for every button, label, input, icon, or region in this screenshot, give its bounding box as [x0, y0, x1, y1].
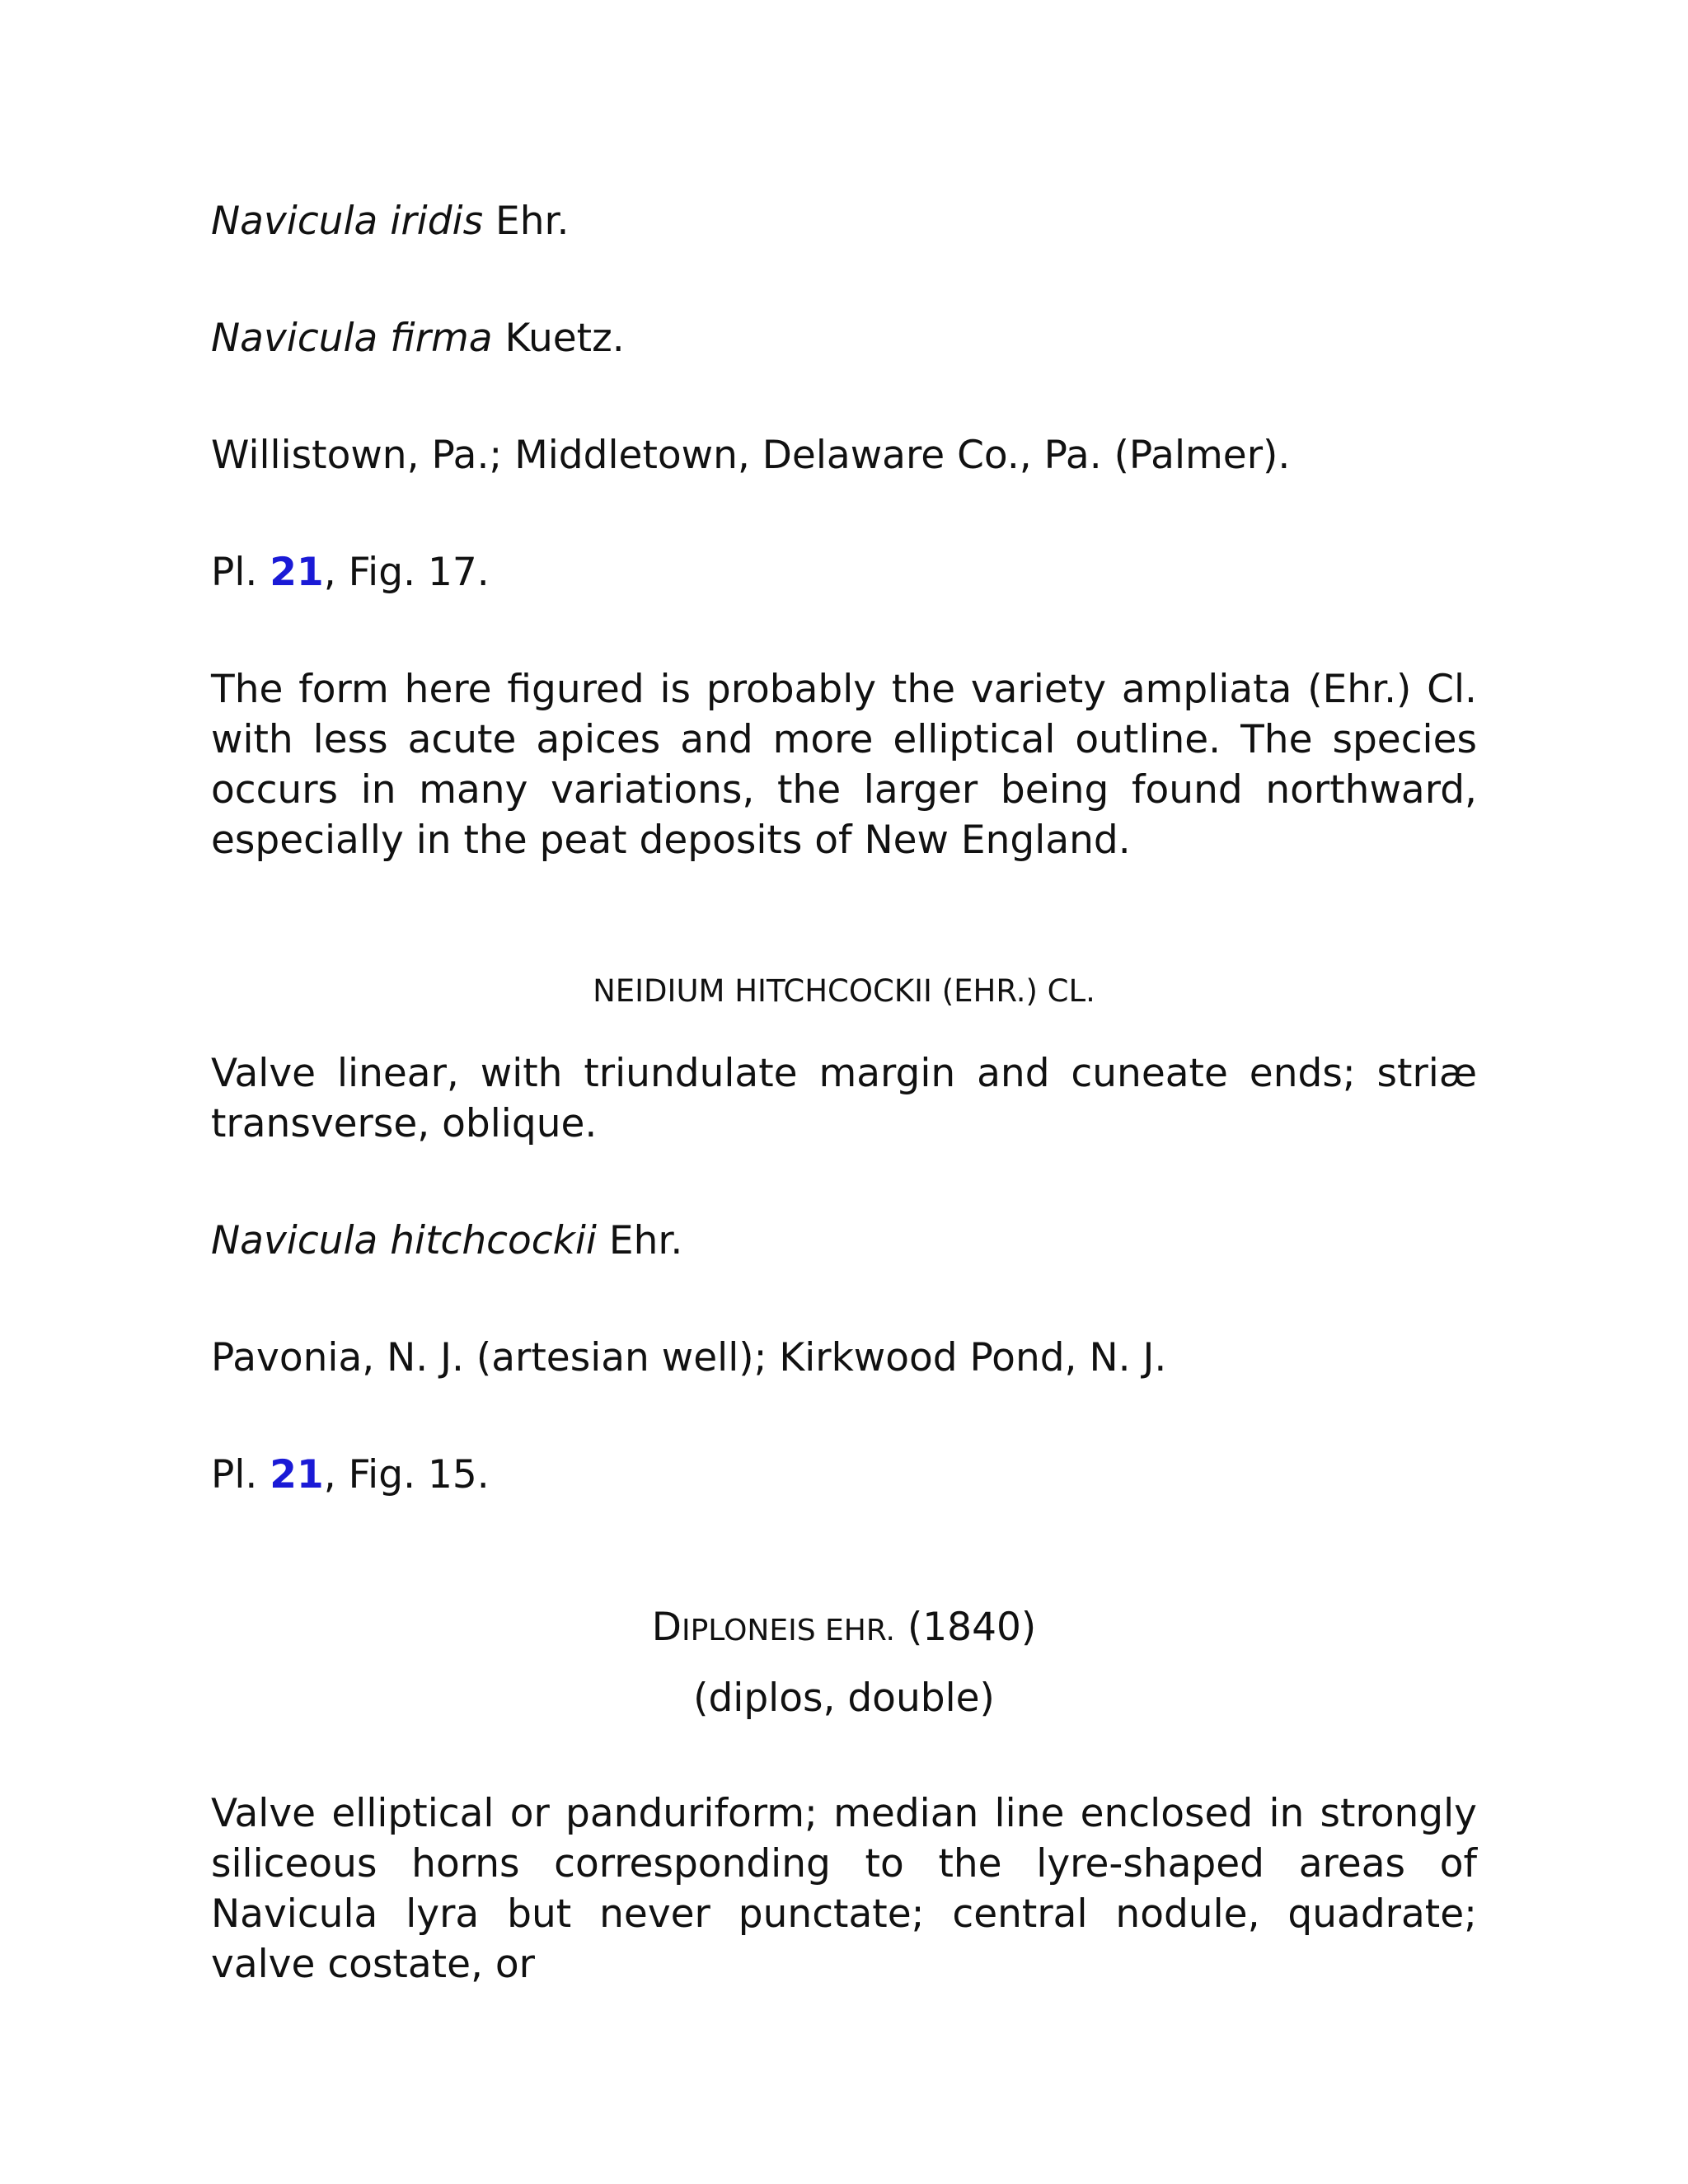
plate-reference — [211, 547, 1477, 598]
genus-etymology: (diplos, double) — [693, 1675, 995, 1721]
figure-ref: , Fig. 17. — [323, 550, 490, 595]
figure-ref: , Fig. 15. — [323, 1452, 490, 1497]
synonym-author: Ehr. — [596, 1218, 683, 1263]
description-paragraph: The form here figured is probably the variety ampliata (Ehr.) Cl. with less acute apices and more elliptical outline. The species occurs in many variations, the larger being found northward, especially in the peat deposits of New England. — [211, 667, 1477, 863]
plate-prefix: Pl. — [211, 550, 270, 595]
genus-rest: IPLONEIS — [681, 1614, 816, 1647]
synonym-author: Ehr. — [483, 199, 570, 244]
synonym-navicula-iridis — [211, 196, 1477, 246]
valve-description: Valve linear, with triundulate margin and cuneate ends; striæ transverse, oblique. — [211, 1051, 1477, 1146]
synonym-navicula-firma — [211, 313, 1477, 363]
genus-description: Valve elliptical or panduriform; median line enclosed in strongly siliceous horns corresponding to the lyre-shaped areas of Navicula lyra but never punctate; central nodule, quadrate; valve costate, or — [211, 1791, 1477, 1987]
plate-link-21[interactable]: 21 — [270, 550, 324, 595]
synonym-name: Navicula hitchcockii — [211, 1218, 597, 1263]
plate-reference — [211, 1450, 1477, 1500]
locality-line: Willistown, Pa.; Middletown, Delaware Co., Pa. (Palmer). — [211, 433, 1291, 478]
synonym-navicula-hitchcockii — [211, 1216, 1477, 1266]
plate-link-21[interactable]: 21 — [270, 1452, 324, 1497]
genus-heading-diploneis — [211, 1602, 1477, 1656]
plate-prefix: Pl. — [211, 1452, 270, 1497]
synonym-name: Navicula iridis — [211, 199, 484, 244]
synonym-name: Navicula firma — [211, 316, 493, 361]
synonym-author: Kuetz. — [492, 316, 625, 361]
genus-initial: D — [651, 1605, 682, 1650]
species-heading-neidium: NEIDIUM HITCHCOCKII (EHR.) CL. — [593, 973, 1095, 1009]
document-page — [211, 0, 1477, 2184]
locality-line: Pavonia, N. J. (artesian well); Kirkwood Pond, N. J. — [211, 1335, 1167, 1380]
genus-author: EHR. — [815, 1614, 895, 1647]
genus-year: (1840) — [895, 1605, 1037, 1650]
